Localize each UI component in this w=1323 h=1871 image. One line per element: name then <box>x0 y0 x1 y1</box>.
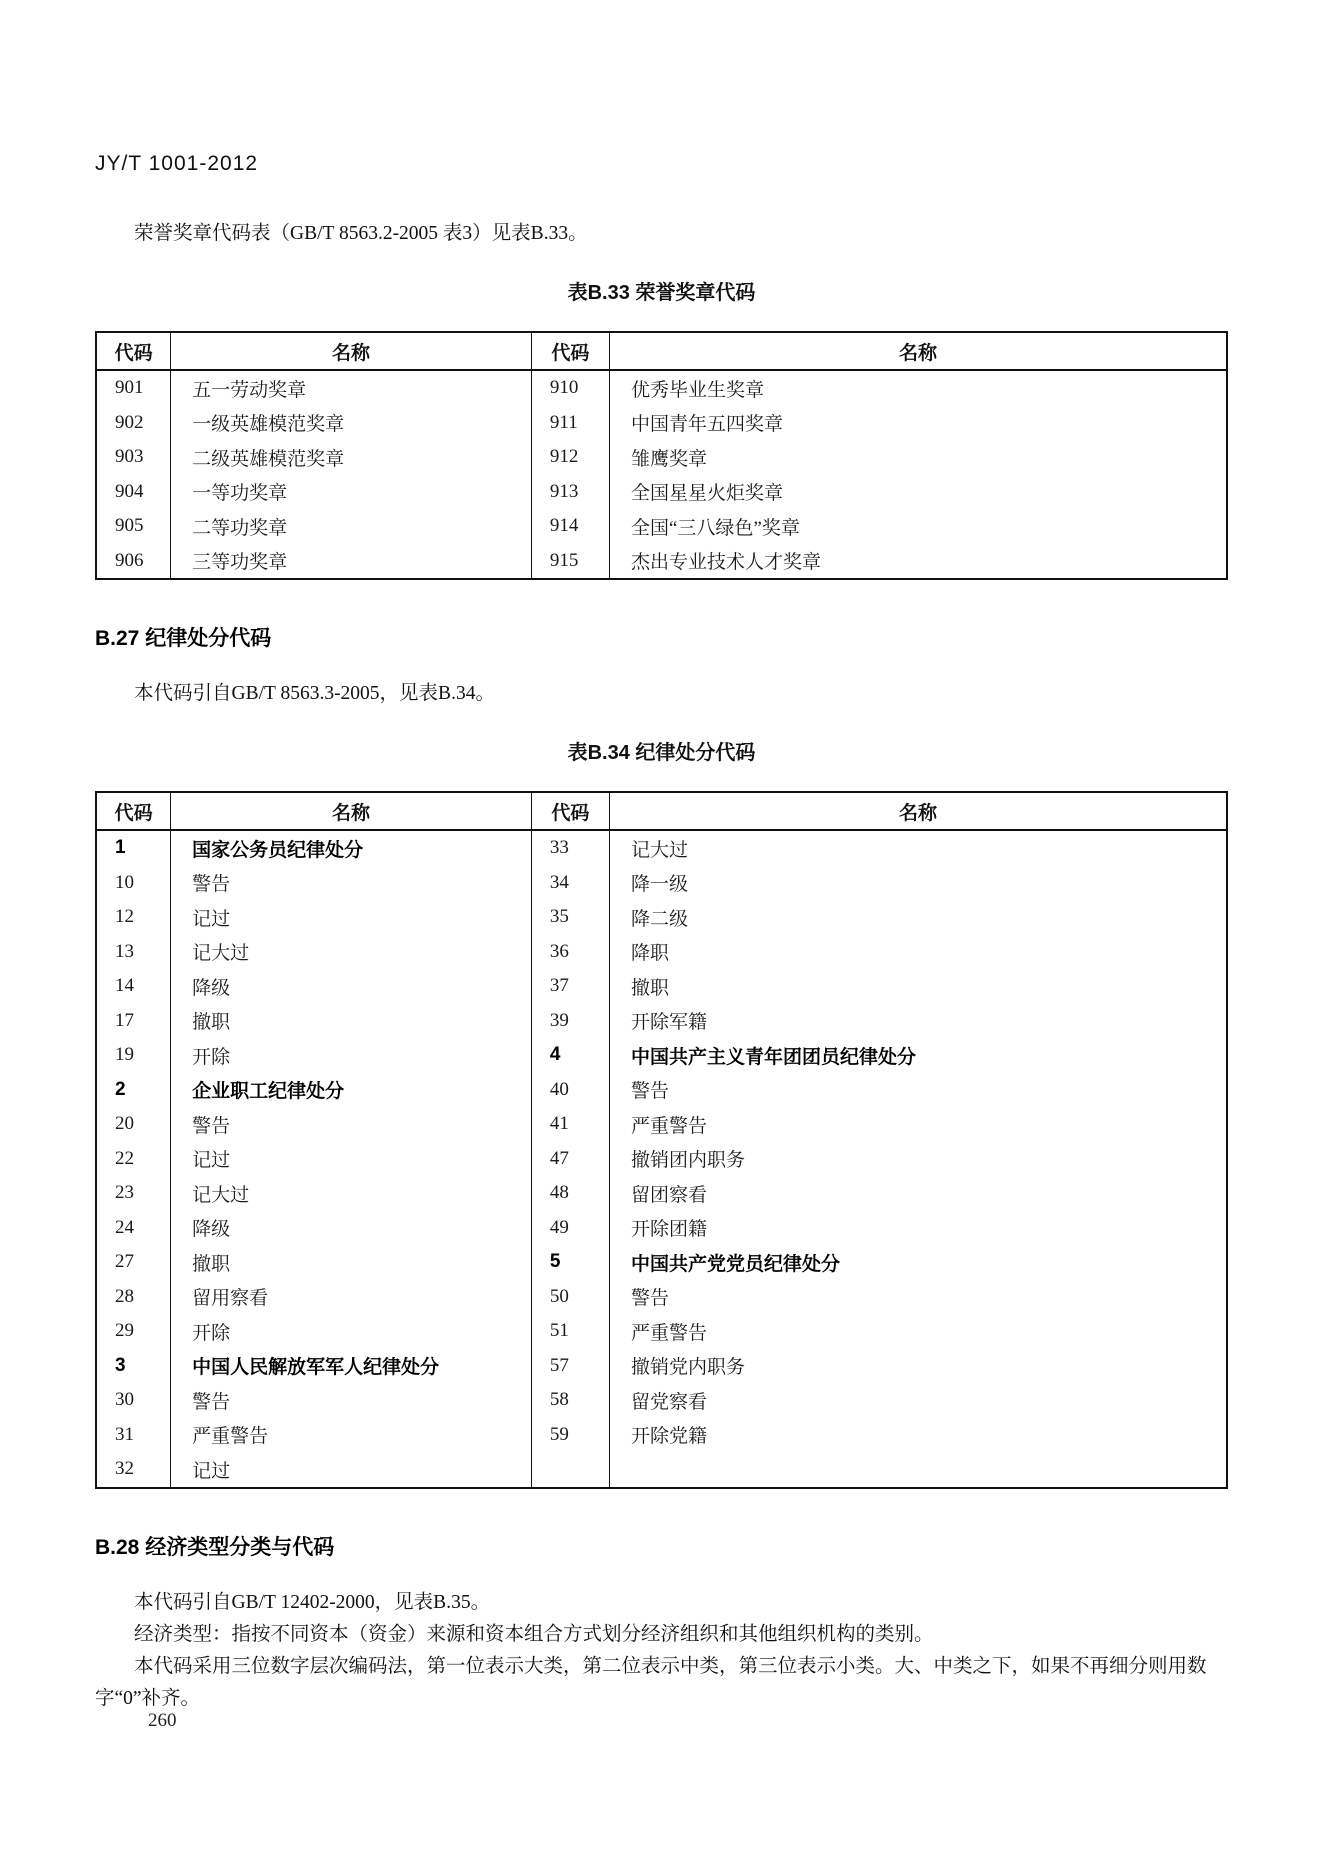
name-cell: 中国共产党党员纪律处分 <box>609 1245 1227 1280</box>
name-cell: 留用察看 <box>171 1280 532 1315</box>
table-row <box>96 1176 1227 1211</box>
code-cell: 59 <box>531 1418 609 1453</box>
doc-code: JY/T 1001-2012 <box>95 152 259 175</box>
header-cell-name: 名称 <box>171 792 532 830</box>
code-cell: 58 <box>531 1383 609 1418</box>
code-cell: 47 <box>531 1142 609 1177</box>
table-row <box>96 370 1227 406</box>
header-cell-code: 代码 <box>96 332 171 370</box>
code-cell: 2 <box>96 1073 171 1108</box>
name-cell: 一等功奖章 <box>171 475 532 510</box>
name-cell: 开除党籍 <box>609 1418 1227 1453</box>
name-cell: 记大过 <box>609 830 1227 866</box>
table-row <box>96 969 1227 1004</box>
table-row <box>96 1280 1227 1315</box>
table-row <box>96 509 1227 544</box>
code-cell: 912 <box>531 440 609 475</box>
name-cell: 警告 <box>609 1073 1227 1108</box>
table-row <box>96 1452 1227 1488</box>
code-cell: 4 <box>531 1038 609 1073</box>
code-cell: 40 <box>531 1073 609 1108</box>
code-cell: 41 <box>531 1107 609 1142</box>
name-cell: 记过 <box>171 1142 532 1177</box>
name-cell: 全国星星火炬奖章 <box>609 475 1227 510</box>
code-cell: 49 <box>531 1211 609 1246</box>
section-b28-paragraph-3: 本代码采用三位数字层次编码法，第一位表示大类，第二位表示中类，第三位表示小类。大、中类之下，如果不再细分则用数字“0”补齐。 <box>95 1655 1207 1709</box>
table-row <box>96 440 1227 475</box>
name-cell: 留党察看 <box>609 1383 1227 1418</box>
header-cell-name: 名称 <box>609 332 1227 370</box>
code-cell: 34 <box>531 866 609 901</box>
table-header-row <box>96 792 1227 830</box>
name-cell: 留团察看 <box>609 1176 1227 1211</box>
table-row <box>96 1142 1227 1177</box>
code-cell: 904 <box>96 475 171 510</box>
name-cell: 降职 <box>609 935 1227 970</box>
code-cell: 913 <box>531 475 609 510</box>
code-cell: 911 <box>531 406 609 441</box>
table-row <box>96 866 1227 901</box>
code-cell: 12 <box>96 900 171 935</box>
header-cell-name: 名称 <box>171 332 532 370</box>
code-cell: 28 <box>96 1280 171 1315</box>
intro-paragraph: 荣誉奖章代码表（GB/T 8563.2-2005 表3）见表B.33。 <box>134 223 588 244</box>
header-cell-code: 代码 <box>96 792 171 830</box>
name-cell: 严重警告 <box>171 1418 532 1453</box>
name-cell: 国家公务员纪律处分 <box>171 830 532 866</box>
name-cell: 企业职工纪律处分 <box>171 1073 532 1108</box>
table-row <box>96 1383 1227 1418</box>
table-row <box>96 1418 1227 1453</box>
table-row <box>96 1211 1227 1246</box>
table-row <box>96 475 1227 510</box>
section-b27-heading: B.27 纪律处分代码 <box>95 627 272 650</box>
code-cell: 33 <box>531 830 609 866</box>
table-row <box>96 1073 1227 1108</box>
name-cell: 雏鹰奖章 <box>609 440 1227 475</box>
honor-medal-codes-table <box>95 331 1228 580</box>
table-row <box>96 1245 1227 1280</box>
name-cell: 开除 <box>171 1038 532 1073</box>
header-cell-code: 代码 <box>531 332 609 370</box>
table-row <box>96 1038 1227 1073</box>
page-content <box>95 0 1228 1715</box>
name-cell: 开除团籍 <box>609 1211 1227 1246</box>
name-cell: 中国人民解放军军人纪律处分 <box>171 1349 532 1384</box>
name-cell: 降级 <box>171 1211 532 1246</box>
header-cell-name: 名称 <box>609 792 1227 830</box>
name-cell: 降级 <box>171 969 532 1004</box>
table-row <box>96 935 1227 970</box>
name-cell: 撤销团内职务 <box>609 1142 1227 1177</box>
table-row <box>96 1004 1227 1039</box>
section-b27-paragraph: 本代码引自GB/T 8563.3-2005，见表B.34。 <box>134 683 495 704</box>
name-cell: 警告 <box>171 1383 532 1418</box>
code-cell: 901 <box>96 370 171 406</box>
name-cell: 全国“三八绿色”奖章 <box>609 509 1227 544</box>
code-cell: 20 <box>96 1107 171 1142</box>
name-cell: 严重警告 <box>609 1107 1227 1142</box>
table-row <box>96 544 1227 580</box>
code-cell: 902 <box>96 406 171 441</box>
name-cell <box>609 1452 1227 1488</box>
code-cell: 915 <box>531 544 609 580</box>
name-cell: 警告 <box>609 1280 1227 1315</box>
name-cell: 三等功奖章 <box>171 544 532 580</box>
code-cell: 36 <box>531 935 609 970</box>
code-cell: 13 <box>96 935 171 970</box>
table-row <box>96 406 1227 441</box>
name-cell: 二等功奖章 <box>171 509 532 544</box>
page-number: 260 <box>148 1710 177 1731</box>
code-cell: 32 <box>96 1452 171 1488</box>
code-cell: 10 <box>96 866 171 901</box>
table-b34-caption: 表B.34 纪律处分代码 <box>567 742 756 764</box>
code-cell <box>531 1452 609 1488</box>
section-b28-paragraph-1: 本代码引自GB/T 12402-2000，见表B.35。 <box>134 1591 491 1613</box>
code-cell: 51 <box>531 1314 609 1349</box>
name-cell: 开除 <box>171 1314 532 1349</box>
name-cell: 一级英雄模范奖章 <box>171 406 532 441</box>
name-cell: 撤职 <box>171 1245 532 1280</box>
table-header-row <box>96 332 1227 370</box>
name-cell: 优秀毕业生奖章 <box>609 370 1227 406</box>
name-cell: 撤职 <box>609 969 1227 1004</box>
table-row <box>96 900 1227 935</box>
name-cell: 记过 <box>171 900 532 935</box>
name-cell: 降二级 <box>609 900 1227 935</box>
name-cell: 二级英雄模范奖章 <box>171 440 532 475</box>
code-cell: 29 <box>96 1314 171 1349</box>
name-cell: 记大过 <box>171 935 532 970</box>
disciplinary-action-codes-table <box>95 791 1228 1489</box>
table-row <box>96 1314 1227 1349</box>
code-cell: 3 <box>96 1349 171 1384</box>
code-cell: 30 <box>96 1383 171 1418</box>
name-cell: 杰出专业技术人才奖章 <box>609 544 1227 580</box>
code-cell: 27 <box>96 1245 171 1280</box>
header-cell-code: 代码 <box>531 792 609 830</box>
code-cell: 914 <box>531 509 609 544</box>
code-cell: 14 <box>96 969 171 1004</box>
code-cell: 24 <box>96 1211 171 1246</box>
code-cell: 23 <box>96 1176 171 1211</box>
table-b33-caption: 表B.33 荣誉奖章代码 <box>567 282 756 304</box>
name-cell: 撤销党内职务 <box>609 1349 1227 1384</box>
code-cell: 1 <box>96 830 171 866</box>
code-cell: 22 <box>96 1142 171 1177</box>
code-cell: 31 <box>96 1418 171 1453</box>
name-cell: 开除军籍 <box>609 1004 1227 1039</box>
section-b28-heading: B.28 经济类型分类与代码 <box>95 1535 335 1559</box>
table-row <box>96 1107 1227 1142</box>
name-cell: 中国青年五四奖章 <box>609 406 1227 441</box>
name-cell: 警告 <box>171 866 532 901</box>
name-cell: 中国共产主义青年团团员纪律处分 <box>609 1038 1227 1073</box>
code-cell: 35 <box>531 900 609 935</box>
code-cell: 19 <box>96 1038 171 1073</box>
table-row <box>96 830 1227 866</box>
code-cell: 37 <box>531 969 609 1004</box>
code-cell: 905 <box>96 509 171 544</box>
name-cell: 撤职 <box>171 1004 532 1039</box>
name-cell: 记过 <box>171 1452 532 1488</box>
table-row <box>96 1349 1227 1384</box>
code-cell: 17 <box>96 1004 171 1039</box>
name-cell: 降一级 <box>609 866 1227 901</box>
code-cell: 39 <box>531 1004 609 1039</box>
code-cell: 57 <box>531 1349 609 1384</box>
name-cell: 严重警告 <box>609 1314 1227 1349</box>
code-cell: 5 <box>531 1245 609 1280</box>
name-cell: 五一劳动奖章 <box>171 370 532 406</box>
name-cell: 警告 <box>171 1107 532 1142</box>
code-cell: 906 <box>96 544 171 580</box>
code-cell: 910 <box>531 370 609 406</box>
name-cell: 记大过 <box>171 1176 532 1211</box>
code-cell: 48 <box>531 1176 609 1211</box>
code-cell: 903 <box>96 440 171 475</box>
code-cell: 50 <box>531 1280 609 1315</box>
section-b28-paragraph-2: 经济类型：指按不同资本（资金）来源和资本组合方式划分经济组织和其他组织机构的类别。 <box>134 1623 934 1645</box>
